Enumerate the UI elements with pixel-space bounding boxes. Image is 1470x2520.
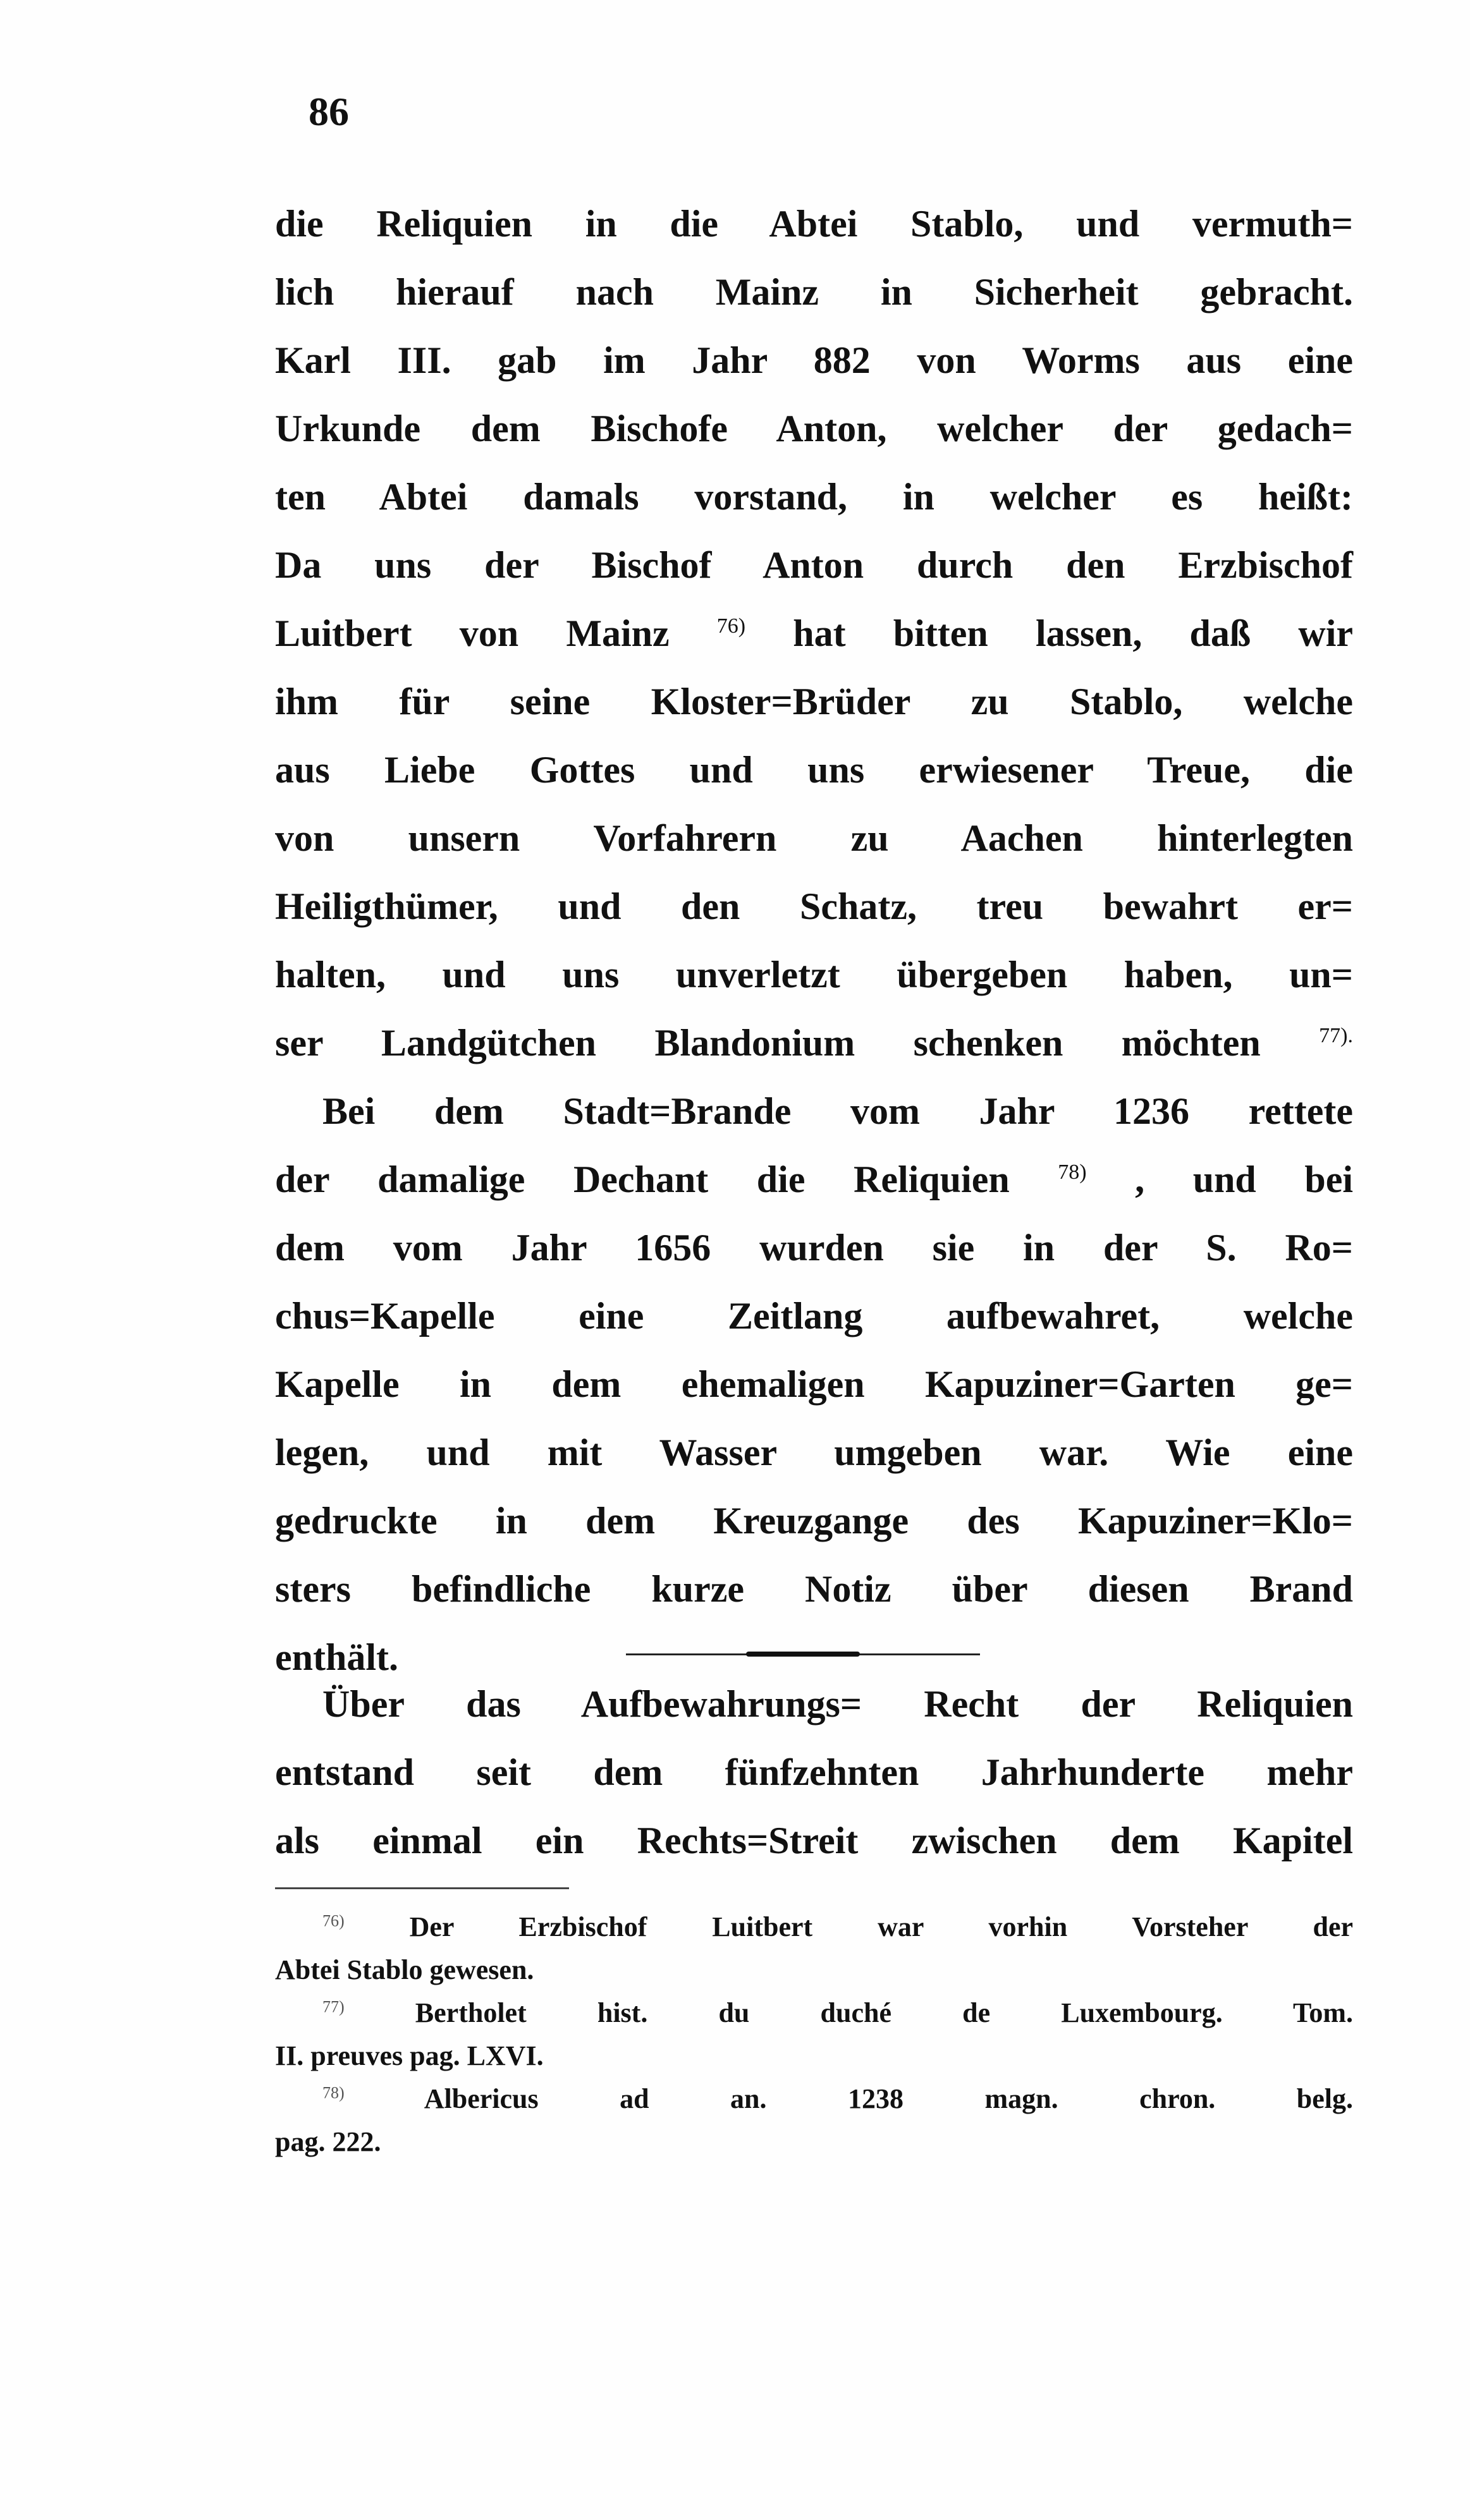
footnote-mark: 77)	[322, 1997, 345, 2016]
text-line: Über das Aufbewahrungs= Recht der Reliquien	[322, 1683, 1353, 1725]
footnote-reference-78[interactable]: 78)	[1058, 1160, 1087, 1184]
text-line: Karl III. gab im Jahr 882 von Worms aus eine	[275, 339, 1353, 381]
text-line: aus Liebe Gottes und uns erwiesener Treue, die	[275, 749, 1353, 791]
text-line: halten, und uns unverletzt übergeben haben, un=	[275, 954, 1353, 995]
text-line: legen, und mit Wasser umgeben war. Wie eine	[275, 1432, 1353, 1473]
divider-swell	[746, 1652, 860, 1657]
text-line: entstand seit dem fünfzehnten Jahrhunderte mehr	[275, 1751, 1353, 1793]
text-segment: der damalige Dechant die Reliquien	[275, 1159, 1010, 1200]
text-segment: hat bitten lassen, daß wir	[793, 612, 1353, 654]
footnote-line: Abtei Stablo gewesen.	[275, 1954, 534, 1985]
text-line: Da uns der Bischof Anton durch den Erzbischof	[275, 544, 1353, 586]
text-line: Bei dem Stadt=Brande vom Jahr 1236 rettete	[322, 1090, 1353, 1132]
text-line: enthält.	[275, 1636, 398, 1678]
text-line: Heiligthümer, und den Schatz, treu bewahrt er=	[275, 886, 1353, 927]
page-number: 86	[309, 89, 349, 134]
footnote-line: pag. 222.	[275, 2126, 381, 2157]
text-line: ihm für seine Kloster=Brüder zu Stablo, welche	[275, 681, 1353, 722]
footnote-text: Albericus ad an. 1238 magn. chron. belg.	[424, 2083, 1353, 2114]
text-line: chus=Kapelle eine Zeitlang aufbewahret, welche	[275, 1295, 1353, 1337]
footnote-78	[275, 2078, 1353, 2121]
footnote-reference-76[interactable]: 76)	[716, 614, 746, 638]
section-divider-ornament	[626, 1652, 980, 1657]
text-line: die Reliquien in die Abtei Stablo, und vermuth=	[275, 203, 1353, 245]
footnotes-block	[275, 1906, 1353, 2164]
footnote-mark: 78)	[322, 2083, 345, 2102]
footnote-77	[275, 1992, 1353, 2035]
footnote-reference-77[interactable]: 77).	[1319, 1024, 1353, 1047]
text-line: Urkunde dem Bischofe Anton, welcher der gedach=	[275, 408, 1353, 449]
text-line: als einmal ein Rechts=Streit zwischen dem Kapitel	[275, 1820, 1353, 1861]
text-line: ten Abtei damals vorstand, in welcher es heißt:	[275, 476, 1353, 518]
text-line	[275, 599, 1353, 667]
continued-text-block	[275, 1670, 1353, 1875]
footnote-76	[275, 1906, 1353, 1949]
text-line: sters befindliche kurze Notiz über diesen Brand	[275, 1568, 1353, 1610]
text-segment: , und bei	[1135, 1159, 1354, 1200]
text-line	[275, 1145, 1353, 1214]
text-line: lich hierauf nach Mainz in Sicherheit gebracht.	[275, 271, 1353, 313]
text-line	[275, 1009, 1353, 1077]
footnote-line: II. preuves pag. LXVI.	[275, 2040, 544, 2071]
text-segment: Luitbert von Mainz	[275, 612, 670, 654]
footnote-text: Der Erzbischof Luitbert war vorhin Vorsteher der	[409, 1911, 1353, 1942]
footnote-text: Bertholet hist. du duché de Luxembourg. Tom.	[415, 1997, 1353, 2028]
text-line: von unsern Vorfahrern zu Aachen hinterlegten	[275, 817, 1353, 859]
main-text-block	[275, 190, 1353, 1691]
text-line: Kapelle in dem ehemaligen Kapuziner=Garten ge=	[275, 1363, 1353, 1405]
text-line: dem vom Jahr 1656 wurden sie in der S. Ro=	[275, 1227, 1353, 1269]
text-line: gedruckte in dem Kreuzgange des Kapuziner=Klo=	[275, 1500, 1353, 1542]
footnote-mark: 76)	[322, 1911, 345, 1930]
footnote-separator	[275, 1887, 569, 1889]
text-segment: ser Landgütchen Blandonium schenken möchten	[275, 1022, 1261, 1064]
